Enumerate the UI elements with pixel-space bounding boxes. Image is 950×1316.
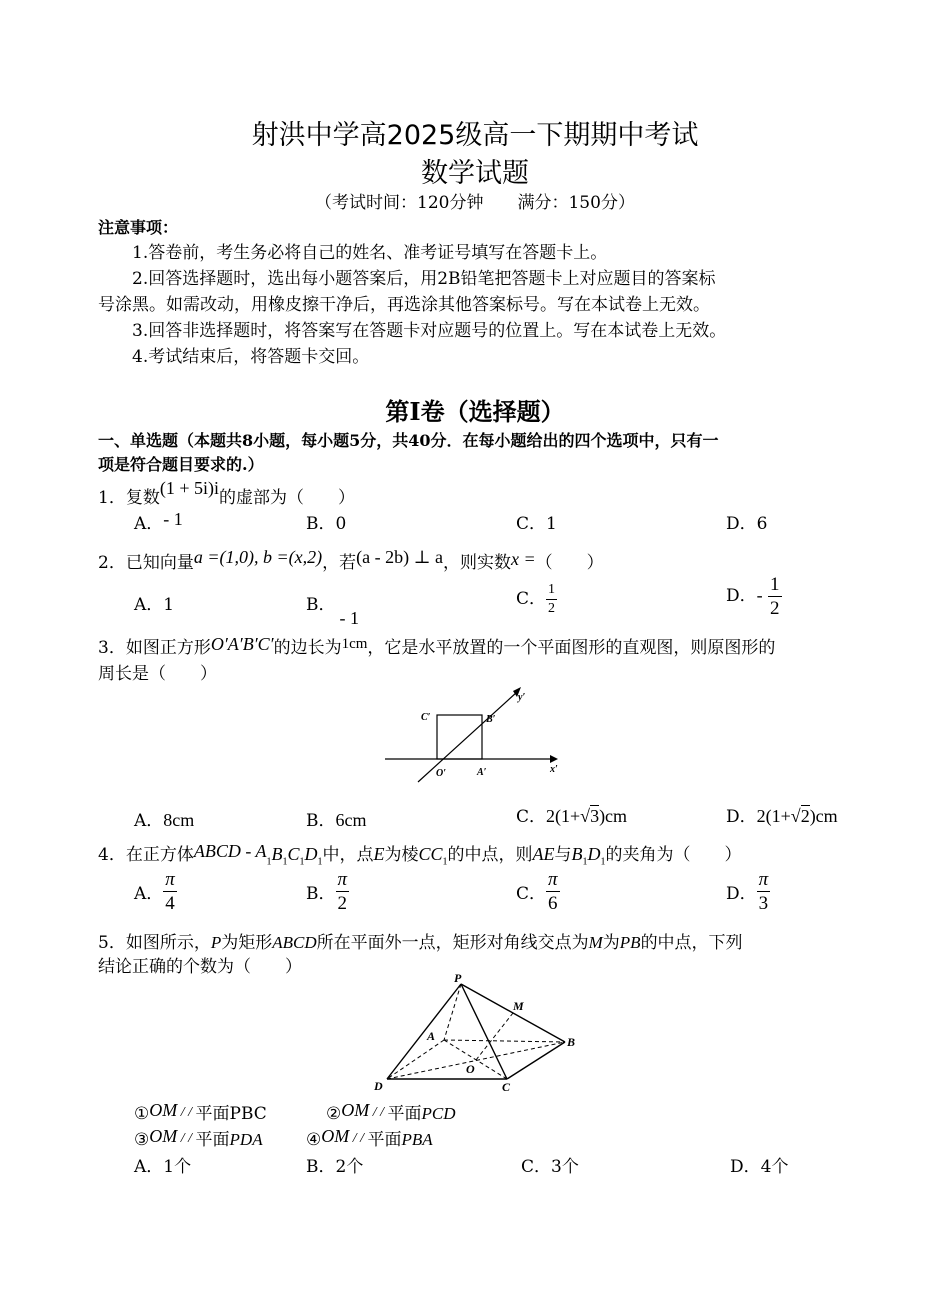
label-o: O′ (436, 768, 447, 779)
q5-figure (370, 972, 590, 1094)
q5-b: 所在平面外一点，矩形对角线交点为 (316, 933, 589, 953)
q4-ae: AE (532, 844, 555, 864)
q2-c-fraction (546, 583, 557, 616)
notice-item-1: 1.答卷前，考生务必将自己的姓名、准考证号填写在答题卡上。 (132, 243, 608, 263)
q4-cube-b: B (271, 844, 283, 864)
q3-prefix: 3．如图正方形 (98, 638, 211, 658)
statement-plane: 平面PBC (195, 1104, 267, 1124)
option-value-post: )cm (809, 806, 838, 826)
label-y: y′ (518, 692, 526, 703)
fraction (546, 870, 560, 913)
q5-option-a (134, 1152, 191, 1177)
option-label: D． (730, 1157, 761, 1177)
question-3 (98, 633, 775, 658)
sqrt-icon: √ (790, 806, 801, 826)
q2-option-d (726, 575, 782, 618)
notice-item-4: 4.考试结束后，将答题卡交回。 (132, 347, 370, 367)
q4-prefix: 4．在正方体 (98, 845, 194, 865)
frac-num: π (165, 869, 175, 890)
option-label: A． (134, 811, 164, 831)
option-label: D． (726, 884, 757, 904)
q2-prefix: 2．已知向量 (98, 553, 194, 573)
label-a: A′ (477, 767, 487, 778)
frac-den: 2 (548, 601, 556, 616)
label-p: P (454, 972, 462, 985)
question-1 (98, 478, 355, 508)
statement-om: OM (149, 1100, 178, 1120)
question-5 (98, 928, 743, 953)
q3-option-b (306, 806, 367, 831)
radicand: 3 (590, 806, 600, 826)
q4-cube-d: D (304, 844, 318, 864)
q1-option-b (306, 509, 346, 534)
q2-suffix: （ ） (535, 553, 604, 573)
fraction (336, 870, 350, 913)
subscript: 1 (266, 856, 272, 868)
q3-suffix: ，它是水平放置的一个平面图形的直观图，则原图形的 (367, 638, 776, 658)
q1-suffix: 的虚部为（ ） (218, 488, 355, 508)
frac-num: 1 (546, 583, 557, 600)
q4-cube: ABCD - A (193, 841, 267, 861)
exam-info: （考试时间：120分钟 满分：150分） (315, 193, 635, 213)
frac-num: π (758, 869, 769, 890)
option-label: D． (726, 514, 757, 534)
subscript: 1 (299, 856, 305, 868)
option-value: - 1 (163, 509, 183, 529)
notice-item-2: 2.回答选择题时，选出每小题答案后，用2B铅笔把答题卡上对应题目的答案标 (132, 269, 716, 289)
q3-option-c (516, 802, 627, 827)
q2-condition: (a - 2b) ⊥ a (356, 547, 443, 567)
q4-mid2: 为棱 (384, 845, 419, 865)
statement-om: OM (149, 1126, 178, 1146)
frac-den: 4 (165, 893, 175, 914)
frac-den: 2 (770, 598, 780, 619)
q3-figure (380, 682, 580, 792)
option-value: 1 (546, 514, 557, 534)
notice-item-2-cont: 号涂黑。如需改动，用橡皮擦干净后，再选涂其他答案标号。写在本试卷上无效。 (98, 295, 710, 315)
q1-option-d (726, 509, 767, 534)
option-value: 3个 (551, 1157, 579, 1177)
q4-option-a (134, 870, 177, 913)
q4-edge: CC (418, 844, 443, 864)
option-label: A． (134, 514, 164, 534)
option-label: B． (306, 595, 336, 615)
q2-option-a (134, 590, 174, 615)
statement-plane: PDA (229, 1130, 263, 1149)
option-label: D． (726, 586, 757, 606)
statement-om: OM (341, 1100, 370, 1120)
q5-abcd: ABCD (272, 933, 317, 952)
option-label: D． (726, 807, 757, 827)
q5-a: 为矩形 (221, 933, 273, 953)
option-label: A． (134, 884, 164, 904)
option-label: C． (516, 514, 547, 534)
label-b: B′ (486, 714, 496, 725)
option-value: 6cm (335, 810, 367, 830)
q4-option-c (516, 870, 560, 913)
q5-c: 为 (602, 933, 620, 953)
q5-line2: 结论正确的个数为（ ） (98, 957, 302, 977)
q1-option-a (134, 509, 183, 534)
option-value: 0 (335, 514, 347, 534)
label-o: O (466, 1062, 475, 1076)
q4-bd-b: B (571, 844, 583, 864)
q5-statement-4 (306, 1125, 433, 1150)
parallel-icon: / / (349, 1131, 368, 1146)
option-value: 2个 (335, 1157, 364, 1177)
subscript: 1 (282, 856, 288, 868)
option-label: C． (516, 589, 547, 609)
exam-subject: 数学试题 (421, 158, 529, 189)
q4-bd-d: D (587, 844, 601, 864)
parallel-icon: / / (177, 1105, 196, 1120)
subscript: 1 (442, 856, 448, 868)
statement-mark: ② (326, 1104, 342, 1124)
q4-option-d (726, 870, 770, 913)
subscript: 1 (582, 856, 588, 868)
notice-heading: 注意事项： (98, 218, 179, 237)
q5-pre: 5．如图所示， (98, 933, 211, 953)
q1-option-c (516, 509, 557, 534)
q2-suffix-pre: ，则实数 (442, 553, 511, 573)
frac-num: π (337, 869, 348, 890)
option-value-pre: 2(1+ (546, 806, 581, 826)
radicand: 2 (800, 806, 810, 826)
q4-suffix: 的夹角为（ ） (605, 845, 742, 865)
q2-option-b (306, 590, 359, 628)
frac-num: π (548, 869, 558, 890)
parallel-icon: / / (369, 1105, 388, 1120)
q3-shape: O′A′B′C′ (210, 634, 274, 654)
subscript: 1 (600, 856, 606, 868)
q1-expr: (1 + 5i)i (159, 478, 219, 498)
statement-om: OM (321, 1126, 350, 1146)
option-label: B． (306, 514, 336, 534)
q4-mid3: 的中点，则 (447, 845, 533, 865)
option-value: 1 (163, 595, 175, 615)
section-title: 第I卷（选择题） (385, 397, 565, 426)
q5-d: 的中点，下列 (640, 933, 743, 953)
notice-item-3: 3.回答非选择题时，将答案写在答题卡对应题号的位置上。写在本试卷上无效。 (132, 321, 727, 341)
statement-mark: ① (134, 1104, 150, 1124)
label-b: B (567, 1035, 576, 1049)
label-a: A (427, 1029, 436, 1043)
option-label: C． (516, 807, 547, 827)
option-label: A． (134, 1157, 164, 1177)
q5-m: M (588, 933, 603, 952)
section-instruction-1: 一、单选题（本题共8小题，每小题5分，共40分．在每小题给出的四个选项中，只有一 (98, 431, 719, 450)
q5-statement-3 (134, 1125, 263, 1150)
q3-option-d (726, 802, 838, 827)
fraction (757, 870, 771, 913)
statement-mark: ③ (134, 1130, 150, 1150)
statement-plane: PBA (401, 1130, 433, 1149)
q5-statement-2 (326, 1099, 456, 1124)
section-instruction-2: 项是符合题目要求的.） (98, 455, 264, 474)
frac-den: 3 (758, 893, 769, 914)
statement-plane-pre: 平面 (195, 1130, 230, 1150)
option-value: 1个 (163, 1157, 192, 1177)
option-label: C． (521, 1157, 552, 1177)
frac-den: 2 (337, 893, 348, 914)
option-value-pre: 2(1+ (756, 806, 791, 826)
q2-option-c (516, 583, 557, 616)
option-value: - 1 (339, 608, 359, 628)
q4-cube-c: C (287, 844, 300, 864)
option-label: B． (306, 1157, 336, 1177)
statement-plane-pre: 平面 (367, 1130, 402, 1150)
q5-statement-1 (134, 1099, 267, 1124)
option-value: 6 (756, 514, 768, 534)
label-d: D (374, 1079, 383, 1093)
subscript: 1 (317, 856, 323, 868)
option-label: B． (306, 811, 336, 831)
parallel-icon: / / (177, 1131, 196, 1146)
q3-line2: 周长是（ ） (98, 664, 217, 684)
q3-option-a (134, 806, 194, 831)
label-c: C (502, 1080, 511, 1094)
q2-var: x = (510, 549, 536, 569)
q5-option-c (521, 1152, 579, 1177)
statement-plane: PCD (421, 1104, 456, 1123)
label-m: M (513, 999, 524, 1013)
frac-sign: - (756, 585, 763, 605)
q5-option-d (730, 1152, 788, 1177)
q2-vectors: a =(1,0), b =(x,2) (193, 547, 323, 567)
option-label: C． (516, 884, 547, 904)
fraction (163, 870, 177, 913)
frac-den: 6 (548, 893, 558, 914)
exam-title: 射洪中学高2025级高一下期期中考试 (251, 120, 699, 151)
frac-num: 1 (770, 574, 780, 595)
q5-option-b (306, 1152, 363, 1177)
q4-option-b (306, 870, 349, 913)
q2-mid: ，若 (322, 553, 357, 573)
q5-p: P (210, 933, 222, 952)
q3-unit: 1cm (341, 636, 368, 652)
q5-pb: PB (619, 933, 641, 952)
option-value: 4个 (760, 1157, 789, 1177)
q2-d-fraction (768, 575, 782, 618)
option-label: B． (306, 884, 336, 904)
label-x: x′ (550, 764, 558, 775)
question-4 (98, 840, 742, 867)
option-value-post: )cm (599, 806, 628, 826)
sqrt-icon: √ (580, 806, 591, 826)
option-value: 8cm (163, 810, 195, 830)
label-c: C′ (421, 712, 431, 723)
option-label: A． (134, 595, 164, 615)
statement-plane-pre: 平面 (387, 1104, 422, 1124)
q4-point: E (373, 844, 385, 864)
statement-mark: ④ (306, 1130, 322, 1150)
q3-mid: 的边长为 (273, 638, 342, 658)
q4-mid4: 与 (554, 845, 572, 865)
q1-prefix: 1．复数 (98, 488, 160, 508)
question-2 (98, 548, 604, 573)
q4-mid1: 中，点 (322, 845, 374, 865)
